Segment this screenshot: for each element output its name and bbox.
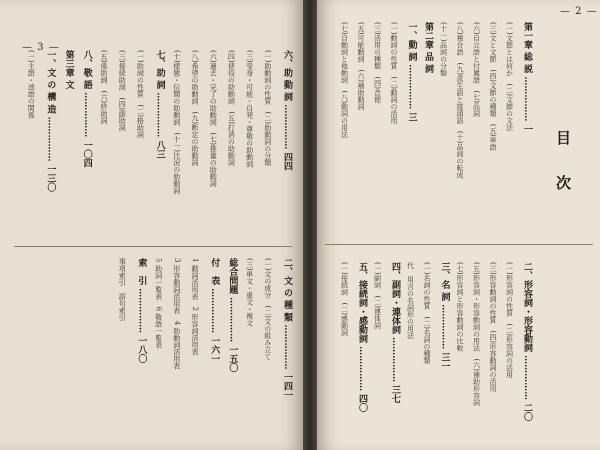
- toc-entry: (六)過去・完了の助動詞 (七)推量の助動詞: [209, 50, 218, 187]
- toc-entry: (一)名詞の性質 (二)名詞の種類: [423, 262, 431, 364]
- toc-heading: 第二章 品 詞: [423, 22, 433, 74]
- toc-heading: 一、文 の 構 造 …………… 一三〇: [45, 50, 56, 192]
- right-page: [317, 0, 600, 450]
- toc-heading: 四、副詞・連体詞 …………… 三七: [390, 262, 400, 404]
- right-divider: [325, 244, 593, 245]
- toc-entry: (一)助動詞の性質 (二)助動詞の分類: [263, 50, 272, 166]
- toc-heading: 二、文 の 種 類 …………… 一四一: [282, 258, 292, 400]
- toc-entry: (一)文の成分 (二)文の組み立て: [263, 258, 272, 360]
- toc-entry: (六)自立語と付属語 (七)品詞: [472, 22, 481, 117]
- toc-entry: 3 形容動詞活用表 4 助動詞活用表: [172, 258, 181, 370]
- right-page-number: — 2 —: [560, 6, 598, 17]
- toc-entry: 事項索引 語句索引: [118, 258, 127, 321]
- toc-title: 目次: [554, 130, 572, 220]
- toc-entry: (一)動詞の性質 (二)動詞の活用: [390, 22, 398, 124]
- toc-entry: (三)受身・可能・自発・尊敬の助動詞: [245, 50, 254, 168]
- toc-heading: 一、動 詞 …………… 三: [406, 22, 417, 122]
- toc-entry: (五)可能動詞 (六)補助動詞: [357, 22, 365, 110]
- toc-entry: (一)形容詞の性質 (二)形容詞の活用: [505, 262, 514, 378]
- toc-heading: 五、接続詞・感動詞 …………… 四〇: [357, 262, 367, 413]
- toc-entry: (一)助詞の性質 (二)格助詞: [136, 50, 145, 138]
- toc-entry: (十)様態・伝聞の助動詞 (十一)比況の助動詞: [172, 50, 181, 194]
- toc-entry: 1 動詞活用表 2 形容詞活用表: [191, 258, 199, 356]
- toc-entry: (七)形容詞と形容動詞の比較: [456, 262, 464, 352]
- toc-entry: (三)文と文節 (四)文節の種類 (五)単語: [489, 22, 497, 151]
- toc-entry: (四)使役の助動詞 (五)打消の助動詞: [227, 50, 236, 166]
- toc-entry: (一)副詞 (二)連体詞: [373, 262, 382, 329]
- toc-entry: 代 用言の名詞形の用法: [406, 262, 415, 339]
- left-divider: [14, 246, 292, 247]
- toc-entry: (五)形容詞・形容動詞の用法 (六)補助形容詞: [472, 262, 481, 406]
- toc-entry: (三)接続助詞 (四)副助詞: [118, 50, 127, 131]
- toc-heading: 総合問題 …………… 一五〇: [227, 258, 238, 373]
- toc-heading: 第一章 総 説 …………… 一: [522, 22, 532, 134]
- toc-heading: 八、敬 語 …………… 一〇四: [81, 50, 92, 168]
- toc-entry: (十一)品詞の分類: [439, 22, 448, 77]
- toc-entry: (八)希望の助動詞 (九)断定の助動詞: [191, 50, 199, 166]
- toc-entry: (七)自動詞と他動詞 (八)動詞の用法: [340, 22, 349, 138]
- toc-heading: 付 表 …………… 一六一: [209, 258, 220, 364]
- toc-entry: (五)係助詞 (六)終助詞: [100, 50, 108, 124]
- toc-heading: 二、形容詞・形容動詞 …………… 二〇: [522, 262, 532, 422]
- toc-heading: 第三章 文: [63, 50, 74, 90]
- toc-entry: (三)活用の種類 (四)音便: [373, 22, 382, 103]
- toc-entry: (三)形容動詞の性質 (四)形容動詞の活用: [489, 262, 497, 392]
- toc-entry: 5 助詞一覧表 6 敬語一覧表: [154, 258, 163, 349]
- toc-entry: (一)主語・述語の関係: [27, 50, 36, 119]
- toc-heading: 七、助 詞 …………… 八三: [154, 50, 165, 159]
- toc-heading: 三、名 詞 …………… 三一: [439, 262, 450, 371]
- toc-heading: 六、助 動 詞 …………… 四四: [282, 50, 292, 171]
- toc-heading: 索 引 …………… 一八〇: [136, 258, 147, 364]
- toc-entry: (八)複合語 (九)派生語と接頭語 (十)品詞の転成: [456, 22, 464, 179]
- book-gutter: [303, 0, 317, 450]
- toc-entry: (一)文節とは何か (二)文節の文法: [505, 22, 514, 131]
- toc-entry: (一)接続詞 (二)感動詞: [340, 262, 349, 336]
- left-page-number: — 3 —: [22, 42, 60, 53]
- toc-entry: (三)単文・重文・複文: [245, 258, 254, 327]
